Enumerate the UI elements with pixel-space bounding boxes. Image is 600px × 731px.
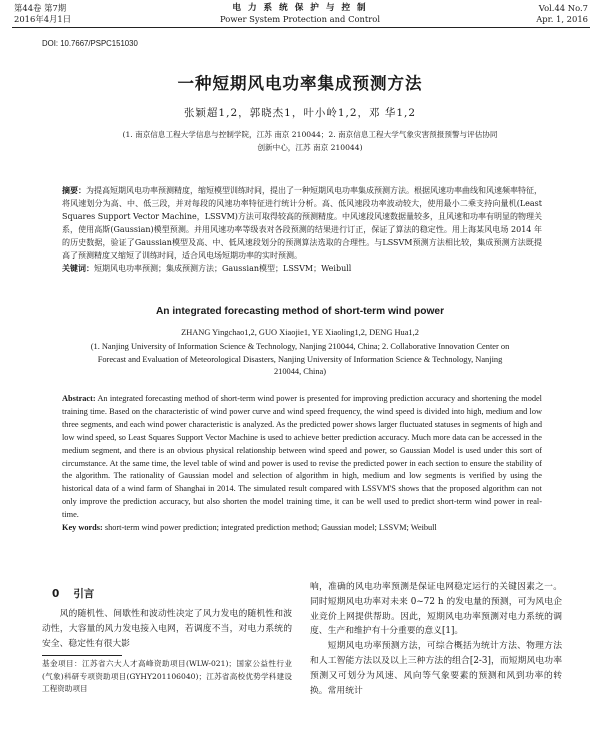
section-number: 0 xyxy=(52,588,60,600)
header-rule xyxy=(12,27,590,28)
intro-paragraph-right-1: 响，准确的风电功率预测是保证电网稳定运行的关键因素之一。同时短期风电功率对未来 0~72 h 的发电量的预测，可为风电企业竞价上网提供帮助。因此，短期风电功率预测对电力系统的调度、生产和维护有十分重要的意义[1]。 xyxy=(310,582,562,637)
left-column xyxy=(42,580,292,696)
abstract-en-label: Abstract: xyxy=(62,394,96,403)
authors-cn: 张颖超1,2，郭晓杰1，叶小岭1,2，邓 华1,2 xyxy=(183,107,417,119)
journal-name-en: Power System Protection and Control xyxy=(220,14,380,24)
header-vol-no: Vol.44 No.7 xyxy=(538,3,588,13)
footnote-rule xyxy=(42,655,122,656)
header-volume-en xyxy=(536,3,588,25)
header-date-en: Apr. 1, 2016 xyxy=(536,14,588,24)
header-volume-issue: 第44卷 第7期 xyxy=(14,3,67,13)
header-date: 2016年4月1日 xyxy=(14,14,72,24)
keywords-cn-text: 短期风电功率预测；集成预测方法；Gaussian模型；LSSVM；Weibull xyxy=(94,264,352,273)
funding-footnote: 基金项目：江苏省六大人才高峰资助项目(WLW-021)；国家公益性行业(气象)科研专项资助项目(GYHY201106040)；江苏省高校优势学科建设工程资助项目 xyxy=(42,659,292,694)
doi: DOI: 10.7667/PSPC151030 xyxy=(42,39,138,48)
abstract-en-text: An integrated forecasting method of short-term wind power is presented for improving prediction accuracy and shortening the model training time. Based on the characteristic of wind power curve and wind speed frequency, the wind speed is divided into high, medium and low three segments, and each wind power characteristic is analyzed. As the predicted power shows larger fluctuated statuses in segments of high and low wind speed, so Least Squares Support Vector Machine is used to achieve better prediction accuracy. Much more data can be accessed in the medium segment, and there is an obvious physical relationship between wind speed and power, so Gaussian Model is used under this sort of circumstance. At the same time, the level table of wind and power is used to revise the predicted power in each section to ensure the stability of the algorithm. The rationality of Gaussian model and selection of algorithm in high, medium and low segments is verified by using the historical data of a wind farm of Shanghai in 2014. The simulated result compared with LSSVM'S shows that the proposed algorithm can not only improve the prediction accuracy, but also shorten the model training time, it can be well used to predict short-term wind power in real-time. xyxy=(62,394,542,520)
abstract-cn xyxy=(62,184,542,275)
intro-paragraph-right-2: 短期风电功率预测方法，可综合概括为统计方法、物理方法和人工智能方法以及以上三种方法的组合[2-3]，而短期风电功率预测又可划分为风速、风向等气象要素的预测和风到功率的转换。常用统计 xyxy=(310,641,562,696)
affiliation-cn: (1. 南京信息工程大学信息与控制学院，江苏 南京 210044；2. 南京信息工程大学气象灾害预报预警与评估协同创新中心，江苏 南京 210044) xyxy=(122,130,498,152)
paper-title-cn: 一种短期风电功率集成预测方法 xyxy=(177,74,423,93)
section-title: 引言 xyxy=(73,588,95,600)
header-journal xyxy=(0,3,600,25)
abstract-cn-label: 摘要： xyxy=(62,185,86,195)
right-column xyxy=(310,580,562,698)
intro-paragraph-left: 风的随机性、间歇性和波动性决定了风力发电的随机性和波动性，大容量的风力发电接入电网，若调度不当，对电力系统的安全、稳定性有很大影 xyxy=(42,609,292,649)
paper-title-en: An integrated forecasting method of short-term wind power xyxy=(155,306,445,317)
keywords-en-label: Key words: xyxy=(62,523,103,533)
abstract-en xyxy=(62,393,542,535)
keywords-en-text: short-term wind power prediction; integrated prediction method; Gaussian model; LSSVM; Weibull xyxy=(104,523,437,533)
affiliation-en: (1. Nanjing University of Information Science & Technology, Nanjing 210044, China; 2. Collaborative Innovation Center on Forecast and Evaluation of Meteorological Disasters, Nanjing University of Information Science & Technology, Nanjing 210044, China) xyxy=(90,342,510,376)
abstract-cn-text: 为提高短期风电功率预测精度，缩短模型训练时间，提出了一种短期风电功率集成预测方法。根据风速功率曲线和风速频率特征，将风速划分为高、中、低三段，并对每段的风速功率特征进行统计分析。高、低风速段功率波动较大，使用最小二乘支持向量机(Least Squares Support Vector Machine，LSSVM)方法可取得较高的预测精度。中风速段风速数据量较多，且风速和功率有明显的物理关系，使用高斯(Gaussian)模型预测。并用风速功率等级表对各段预测的结果进行订正，保证了算法的稳定性。用上海某风电场 2014 年的历史数据，验证了Gaussian模型及高、中、低风速段划分的预测算法选取的合理性。与LSSVM预测方法相比较，集成预测方法既提高了预测精度又缩短了训练时间，适合风电场短期功率的实时预测。 xyxy=(62,186,542,260)
journal-name-cn: 电 力 系 统 保 护 与 控 制 xyxy=(232,3,368,13)
section-heading-intro xyxy=(52,586,292,601)
authors-en: ZHANG Yingchao1,2, GUO Xiaojie1, YE Xiaoling1,2, DENG Hua1,2 xyxy=(181,328,419,337)
keywords-cn-label: 关键词： xyxy=(62,263,94,273)
